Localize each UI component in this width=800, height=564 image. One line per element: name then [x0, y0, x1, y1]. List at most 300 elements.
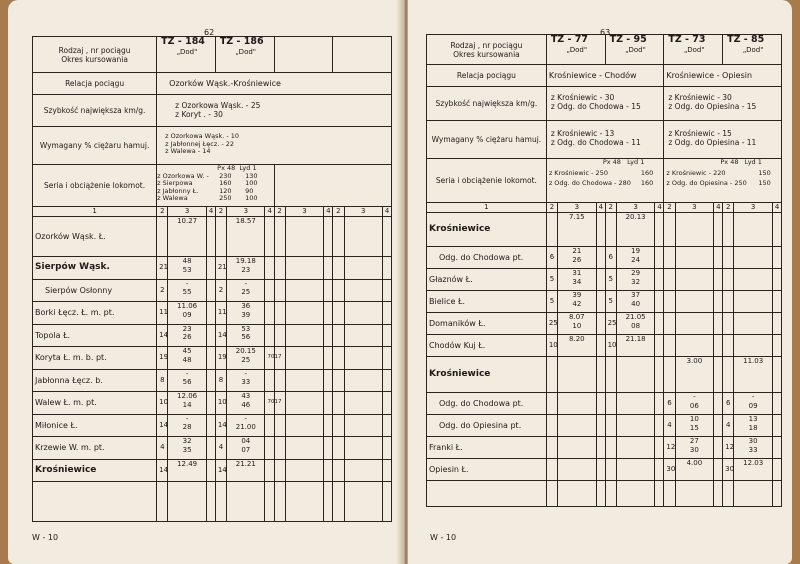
travel-minutes [723, 247, 734, 269]
column-number: 2 [605, 203, 616, 213]
time-cell [675, 459, 713, 481]
loco-values [546, 159, 664, 203]
travel-minutes: 10 [546, 335, 557, 357]
station-row [427, 335, 782, 357]
time-value: 25 [241, 288, 251, 296]
time-value: 53 [182, 265, 192, 274]
empty-cell [714, 393, 723, 415]
empty-cell [655, 437, 664, 459]
empty-cell [324, 414, 333, 437]
period-label: Okres kursowania [61, 54, 128, 64]
empty-cell [382, 347, 391, 370]
empty-cell [274, 324, 285, 347]
empty-cell [206, 414, 215, 437]
empty-cell [274, 302, 285, 325]
empty-cell [596, 357, 605, 393]
time-cell [675, 269, 713, 291]
loco-load: 120 [219, 186, 232, 195]
travel-minutes: 21 [215, 257, 226, 280]
empty-cell [427, 481, 547, 507]
empty-cell [324, 217, 333, 257]
loco-from: z Krośniewic - 250 [548, 168, 608, 177]
train-header: TZ - 73 „Dod" [664, 35, 723, 65]
empty-cell [206, 459, 215, 482]
empty-cell [605, 481, 616, 507]
time-value: - [244, 279, 248, 288]
side-note-cell [265, 369, 274, 392]
station-name: Głaznów Ł. [427, 269, 547, 291]
empty-cell [324, 459, 333, 482]
travel-minutes: 10 [157, 392, 168, 415]
time-value: 7.15 [569, 213, 585, 221]
time-value: 13 [748, 415, 758, 423]
empty-cell [206, 437, 215, 460]
station-row [33, 324, 392, 347]
travel-minutes [723, 313, 734, 335]
travel-minutes: 14 [157, 324, 168, 347]
relation-value: Ozorków Wąsk.-Krośniewice [157, 73, 392, 95]
time-value: 32 [182, 437, 192, 445]
time-cell [227, 302, 265, 325]
time-value: 09 [182, 310, 192, 319]
empty-cell [714, 213, 723, 247]
time-cell [616, 415, 654, 437]
loco-load: 100 [245, 194, 258, 202]
page-footer: W - 10 [430, 533, 457, 542]
loco-load: 160 [640, 179, 654, 187]
time-value: 06 [689, 401, 699, 410]
empty-cell [382, 459, 391, 482]
travel-minutes: 21 [157, 257, 168, 280]
empty-cell [714, 437, 723, 459]
time-cell [558, 291, 596, 313]
travel-minutes: 14 [215, 414, 226, 437]
travel-minutes: 2 [157, 279, 168, 302]
loco-series-header: Px 48 [720, 158, 739, 166]
time-cell [734, 313, 772, 335]
time-cell [227, 414, 265, 437]
timetable-left [32, 36, 392, 522]
time-value: 23 [182, 324, 192, 333]
empty-cell [596, 459, 605, 481]
empty-cell [333, 217, 344, 257]
empty-cell [772, 481, 781, 507]
loco-from: z Ozorkowa W. - [157, 171, 209, 180]
travel-minutes: 11 [157, 302, 168, 325]
side-note-cell [265, 217, 274, 257]
empty-cell [344, 217, 382, 257]
time-cell [168, 369, 206, 392]
time-value: - [693, 393, 696, 401]
time-cell [168, 459, 206, 482]
brake-values [157, 127, 392, 165]
empty-cell [596, 393, 605, 415]
time-value: - [751, 393, 755, 401]
empty-cell [655, 481, 664, 507]
station-name: Chodów Kuj Ł. [427, 335, 547, 357]
travel-minutes [664, 335, 675, 357]
loco-values [157, 165, 274, 207]
station-name: Domaników Ł. [427, 313, 547, 335]
empty-cell [772, 313, 781, 335]
time-value: 11.03 [743, 357, 764, 365]
time-cell [616, 269, 654, 291]
time-value: 09 [748, 401, 758, 410]
column-number: 3 [734, 203, 772, 213]
empty-cell [772, 269, 781, 291]
loco-from: z Sierpowa [157, 179, 193, 187]
time-value: 39 [241, 310, 251, 319]
empty-cell [333, 459, 344, 482]
empty-cell [285, 392, 323, 415]
empty-cell [546, 481, 557, 507]
empty-cell [285, 324, 323, 347]
travel-minutes [546, 459, 557, 481]
time-value: 12.06 [177, 392, 198, 400]
empty-cell [344, 437, 382, 460]
station-row [33, 369, 392, 392]
speed-label: Szybkość największa km/g. [427, 87, 547, 121]
side-note-cell [265, 459, 274, 482]
empty-cell [344, 302, 382, 325]
station-row [33, 459, 392, 482]
time-value: 12.49 [177, 459, 198, 468]
travel-minutes: 6 [546, 247, 557, 269]
empty-cell [333, 482, 344, 522]
empty-cell [274, 279, 285, 302]
time-cell [168, 437, 206, 460]
travel-minutes [605, 437, 616, 459]
column-number: 2 [274, 207, 285, 217]
travel-minutes [215, 217, 226, 257]
empty-cell [206, 482, 215, 522]
column-number: 3 [168, 207, 206, 217]
time-cell [675, 213, 713, 247]
loco-values [664, 159, 782, 203]
station-name: Bielice Ł. [427, 291, 547, 313]
station-name: Opiesin Ł. [427, 459, 547, 481]
travel-minutes [664, 357, 675, 393]
time-cell [558, 335, 596, 357]
right-page [408, 0, 792, 564]
time-cell [558, 313, 596, 335]
empty-cell [655, 415, 664, 437]
travel-minutes [546, 415, 557, 437]
time-cell [227, 324, 265, 347]
empty-cell [333, 279, 344, 302]
loco-load: 250 [219, 194, 232, 202]
empty-loco-cell [274, 165, 392, 207]
speed-values [664, 87, 782, 121]
station-name: Krośniewice [33, 459, 157, 482]
loco-load: 130 [245, 171, 258, 180]
empty-cell [324, 347, 333, 370]
travel-minutes: 6 [605, 247, 616, 269]
empty-cell [344, 279, 382, 302]
empty-cell [344, 414, 382, 437]
empty-cell [274, 257, 285, 280]
time-cell [168, 302, 206, 325]
brake-line: z Odg. do Opiesina - 11 [668, 138, 757, 147]
station-name: Sierpów Wąsk. [33, 257, 157, 280]
empty-cell [655, 459, 664, 481]
travel-minutes: 4 [215, 437, 226, 460]
empty-cell [714, 313, 723, 335]
empty-cell [596, 335, 605, 357]
empty-cell [714, 357, 723, 393]
empty-cell [772, 459, 781, 481]
time-value: 20.15 [235, 347, 256, 355]
loco-load: 160 [219, 179, 232, 187]
empty-cell [333, 324, 344, 347]
column-number: 4 [382, 207, 391, 217]
time-value: - [244, 369, 248, 378]
travel-minutes: 5 [605, 291, 616, 313]
time-value: 24 [631, 255, 641, 264]
column-number: 1 [33, 207, 157, 217]
train-header: TZ - 85 „Dod" [723, 35, 782, 65]
travel-minutes [605, 393, 616, 415]
empty-cell [344, 347, 382, 370]
station-row [33, 347, 392, 370]
station-row [33, 392, 392, 415]
empty-cell [285, 217, 323, 257]
empty-cell [772, 437, 781, 459]
empty-cell [596, 481, 605, 507]
time-cell [675, 291, 713, 313]
empty-cell [333, 347, 344, 370]
time-value: 35 [182, 445, 192, 454]
travel-minutes: 2 [215, 279, 226, 302]
speed-label: Szybkość największa km/g. [33, 95, 157, 127]
time-cell [734, 459, 772, 481]
empty-cell [772, 213, 781, 247]
relation-label: Relacja pociągu [427, 65, 547, 87]
empty-cell [206, 392, 215, 415]
empty-cell [206, 302, 215, 325]
relation-value: Krośniewice - Opiesin [664, 65, 782, 87]
empty-cell [274, 217, 285, 257]
empty-cell [772, 393, 781, 415]
side-note-cell [265, 324, 274, 347]
travel-minutes: 6 [664, 393, 675, 415]
train-header: TZ - 95 „Dod" [605, 35, 664, 65]
time-cell [558, 357, 596, 393]
loco-series-header: Px 48 [602, 158, 621, 166]
column-number: 4 [772, 203, 781, 213]
loco-from: z Jabłonny Ł. [157, 186, 199, 195]
empty-cell [285, 279, 323, 302]
empty-cell [772, 291, 781, 313]
time-value: - [244, 414, 248, 423]
travel-minutes [664, 313, 675, 335]
travel-minutes [605, 357, 616, 393]
time-value: 8.07 [569, 313, 585, 321]
time-cell [734, 437, 772, 459]
station-row [33, 437, 392, 460]
travel-minutes: 6 [723, 393, 734, 415]
loco-series-header: Lyd 1 [744, 158, 762, 166]
empty-cell [655, 213, 664, 247]
time-value: 21.18 [625, 335, 646, 343]
time-cell [558, 437, 596, 459]
time-value: 56 [182, 378, 192, 386]
time-value: 53 [241, 324, 251, 333]
empty-cell [714, 291, 723, 313]
side-note-cell: 7017 [265, 392, 274, 415]
station-row [427, 415, 782, 437]
empty-cell [382, 437, 391, 460]
time-value: 46 [241, 400, 251, 409]
column-number: 2 [723, 203, 734, 213]
empty-cell [285, 347, 323, 370]
time-value: - [185, 414, 189, 423]
time-value: 21 [572, 247, 582, 255]
period-label: Okres kursowania [453, 49, 520, 59]
empty-cell [324, 257, 333, 280]
empty-cell [344, 257, 382, 280]
station-name: Koryta Ł. m. b. pt. [33, 347, 157, 370]
empty-cell [772, 415, 781, 437]
time-cell [168, 414, 206, 437]
time-value: 48 [182, 257, 192, 265]
brake-line: z Krośniewic - 13 [550, 129, 615, 138]
travel-minutes: 25 [605, 313, 616, 335]
travel-minutes [605, 213, 616, 247]
side-note-cell [265, 279, 274, 302]
empty-cell [596, 291, 605, 313]
empty-cell [285, 369, 323, 392]
empty-cell [206, 324, 215, 347]
travel-minutes [723, 269, 734, 291]
travel-minutes [157, 217, 168, 257]
station-row [33, 279, 392, 302]
time-value: 10 [689, 415, 699, 423]
time-cell [616, 291, 654, 313]
time-cell [168, 257, 206, 280]
empty-cell [382, 414, 391, 437]
empty-cell [714, 481, 723, 507]
time-value: 33 [241, 378, 251, 386]
time-value: 23 [241, 265, 251, 274]
time-cell [734, 247, 772, 269]
time-cell [227, 369, 265, 392]
time-cell [227, 392, 265, 415]
time-cell [558, 415, 596, 437]
station-name: Franki Ł. [427, 437, 547, 459]
time-value: 21.00 [235, 423, 256, 431]
time-value: 20.13 [625, 213, 646, 221]
time-cell [616, 437, 654, 459]
station-row [33, 302, 392, 325]
loco-label: Seria i obciążenie lokomot. [33, 165, 157, 207]
station-row [427, 291, 782, 313]
time-value: 04 [241, 437, 251, 445]
empty-cell [382, 482, 391, 522]
empty-cell [382, 302, 391, 325]
time-value: 30 [748, 437, 758, 445]
empty-cell [596, 437, 605, 459]
empty-cell [285, 302, 323, 325]
column-number: 3 [344, 207, 382, 217]
speed-line: z Odg. do Chodowa - 15 [550, 102, 641, 111]
time-cell [616, 459, 654, 481]
time-value: 21.05 [625, 313, 646, 321]
blank-row [33, 482, 392, 522]
left-page [8, 0, 404, 564]
column-number: 3 [675, 203, 713, 213]
station-name: Miłonice Ł. [33, 414, 157, 437]
time-value: 11.06 [177, 302, 198, 310]
empty-cell [382, 392, 391, 415]
time-cell [168, 392, 206, 415]
station-name: Topola Ł. [33, 324, 157, 347]
travel-minutes: 8 [215, 369, 226, 392]
station-name: Ozorków Wąsk. Ł. [33, 217, 157, 257]
travel-minutes [546, 437, 557, 459]
travel-minutes: 11 [215, 302, 226, 325]
empty-cell [324, 482, 333, 522]
brake-values [546, 121, 664, 159]
travel-minutes: 8 [157, 369, 168, 392]
loco-load: 150 [758, 179, 771, 187]
column-number: 3 [558, 203, 596, 213]
brake-line: z Jabłonnej Łęcz. - 22 [165, 139, 235, 148]
time-cell [227, 347, 265, 370]
travel-minutes [546, 393, 557, 415]
time-cell [558, 247, 596, 269]
empty-train-cell [333, 37, 392, 73]
time-cell [734, 335, 772, 357]
station-row [33, 217, 392, 257]
empty-cell [324, 369, 333, 392]
empty-cell [655, 291, 664, 313]
empty-cell [333, 257, 344, 280]
empty-cell [333, 302, 344, 325]
time-cell [227, 257, 265, 280]
station-name: Krośniewice [427, 213, 547, 247]
empty-train-cell [274, 37, 333, 73]
loco-label: Seria i obciążenie lokomot. [427, 159, 547, 203]
empty-cell [33, 482, 157, 522]
time-cell [616, 313, 654, 335]
empty-cell [324, 302, 333, 325]
station-name: Walew Ł. m. pt. [33, 392, 157, 415]
column-number: 4 [265, 207, 274, 217]
speed-line: z Koryt . - 30 [175, 110, 223, 119]
time-cell [675, 415, 713, 437]
travel-minutes: 10 [605, 335, 616, 357]
travel-minutes: 19 [215, 347, 226, 370]
empty-cell [772, 357, 781, 393]
station-name: Krzewie W. m. pt. [33, 437, 157, 460]
empty-cell [596, 269, 605, 291]
travel-minutes [546, 213, 557, 247]
station-row [33, 414, 392, 437]
loco-load: 90 [245, 186, 254, 195]
time-cell [675, 313, 713, 335]
empty-cell [344, 392, 382, 415]
time-value: 19.18 [235, 257, 256, 265]
empty-cell [655, 357, 664, 393]
travel-minutes [605, 459, 616, 481]
time-value: 21.21 [235, 459, 256, 468]
column-number: 4 [324, 207, 333, 217]
time-value: - [185, 279, 189, 288]
travel-minutes: 12 [723, 437, 734, 459]
time-cell [558, 459, 596, 481]
time-value: 40 [631, 299, 641, 308]
